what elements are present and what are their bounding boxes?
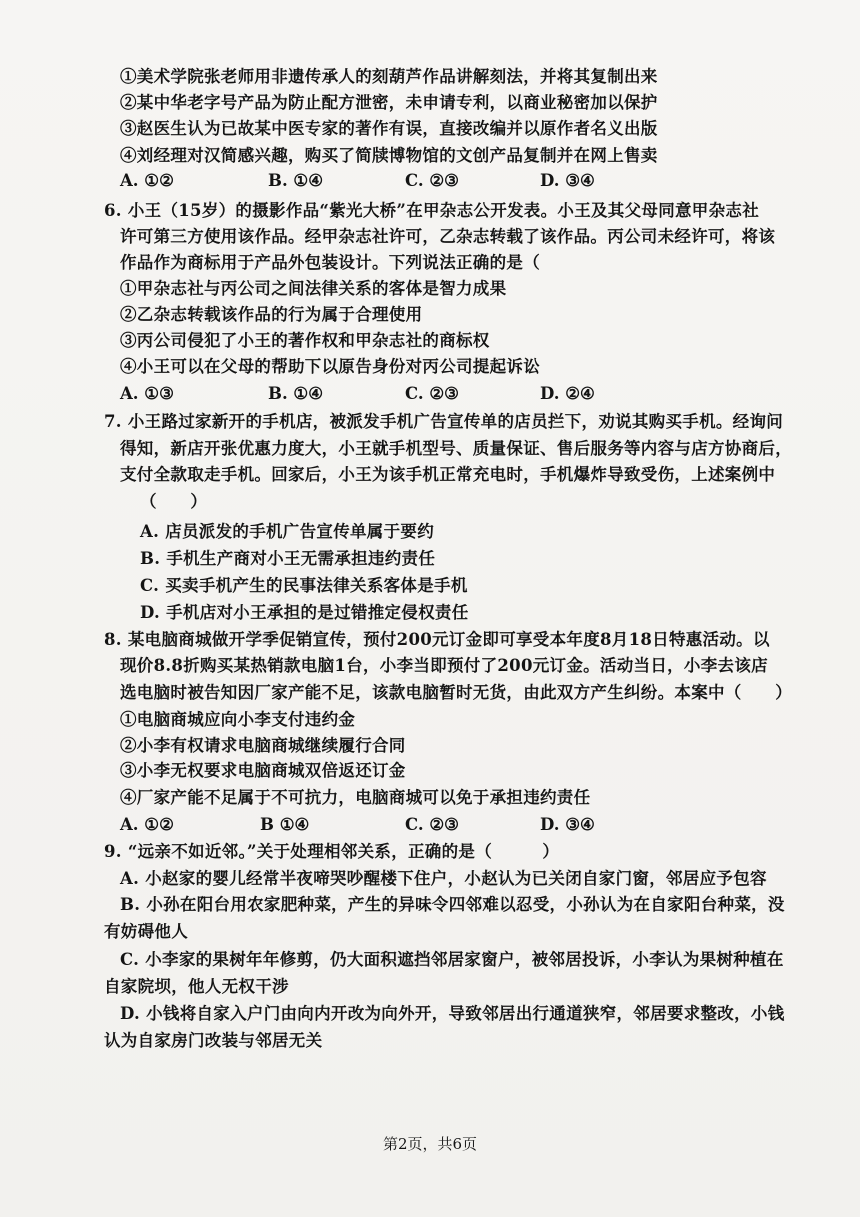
q6-option-d: D. ②④	[540, 383, 595, 403]
q6-item-4: ④小王可以在父母的帮助下以原告身份对丙公司提起诉讼	[120, 357, 540, 377]
q9-option-d-line-2: 认为自家房门改装与邻居无关	[104, 1031, 323, 1050]
q8-item-4: ④厂家产能不足属于不可抗力，电脑商城可以免于承担违约责任	[120, 788, 591, 808]
page-footer: 第2页，共6页	[382, 1135, 478, 1153]
q9-option-b-line-1: B. 小孙在阳台用农家肥种菜，产生的异味令四邻难以忍受，小孙认为在自家阳台种菜，没	[120, 895, 785, 915]
q9-option-d-line-1: D. 小钱将自家入户门由向内开改为向外开，导致邻居出行通道狭窄，邻居要求整改，小钱	[120, 1004, 785, 1024]
q9-stem: 9. “远亲不如近邻。”关于处理相邻关系，正确的是（ ）	[104, 841, 560, 861]
q7-option-c: C. 买卖手机产生的民事法律关系客体是手机	[140, 575, 468, 595]
q6-option-a: A. ①③	[120, 383, 174, 403]
q7-option-d: D. 手机店对小王承担的是过错推定侵权责任	[140, 602, 469, 622]
q8-option-c: C. ②③	[405, 815, 459, 834]
q8-stem-3: 选电脑时被告知因厂家产能不足，该款电脑暂时无货，由此双方产生纠纷。本案中（ ）	[120, 682, 792, 702]
q7-stem-2: 得知，新店开张优惠力度大，小王就手机型号、质量保证、售后服务等内容与店方协商后，	[120, 439, 792, 459]
q5-item-1: ①美术学院张老师用非遗传承人的刻葫芦作品讲解刻法，并将其复制出来	[120, 67, 658, 86]
q5-option-b: B. ①④	[268, 171, 324, 191]
q9-option-c-line-2: 自家院坝，他人无权干涉	[104, 976, 289, 996]
q9-option-a: A. 小赵家的婴儿经常半夜啼哭吵醒楼下住户，小赵认为已关闭自家门窗，邻居应予包容	[120, 868, 767, 888]
q6-item-3: ③丙公司侵犯了小王的著作权和甲杂志社的商标权	[120, 331, 490, 351]
q8-item-1: ①电脑商城应向小李支付违约金	[120, 709, 356, 729]
q7-stem-4: （ ）	[140, 491, 208, 511]
q8-option-a: A. ①②	[120, 815, 174, 834]
q9-option-c-line-1: C. 小李家的果树年年修剪，仍大面积遮挡邻居家窗户，被邻居投诉，小李认为果树种植在	[120, 949, 784, 969]
q9-option-b-line-2: 有妨碍他人	[104, 922, 188, 942]
q5-option-a: A. ①②	[120, 171, 174, 191]
q8-item-3: ③小李无权要求电脑商城双倍返还订金	[120, 761, 406, 781]
q6-stem-1: 6. 小王（15岁）的摄影作品“紫光大桥”在甲杂志公开发表。小王及其父母同意甲杂志社	[104, 200, 760, 220]
q5-item-2: ②某中华老字号产品为防止配方泄密，未申请专利，以商业秘密加以保护	[120, 92, 658, 112]
q6-stem-2: 许可第三方使用该作品。经甲杂志社许可，乙杂志转载了该作品。丙公司未经许可，将该	[120, 226, 776, 246]
q5-item-3: ③赵医生认为已故某中医专家的著作有误，直接改编并以原作者名义出版	[120, 118, 658, 138]
q6-stem-3: 作品作为商标用于产品外包装设计。下列说法正确的是（	[120, 252, 540, 272]
q8-option-b: B ①④	[260, 815, 310, 834]
q8-stem-1: 8. 某电脑商城做开学季促销宣传，预付200元订金即可享受本年度8月18日特惠活动。以	[104, 630, 770, 650]
q7-option-a: A. 店员派发的手机广告宣传单属于要约	[140, 522, 434, 542]
q8-item-2: ②小李有权请求电脑商城继续履行合同	[120, 735, 406, 755]
q5-option-c: C. ②③	[405, 171, 459, 191]
q5-option-d: D. ③④	[540, 171, 595, 191]
q7-option-b: B. 手机生产商对小王无需承担违约责任	[140, 549, 436, 568]
q6-option-c: C. ②③	[405, 383, 459, 403]
q5-item-4: ④刘经理对汉简感兴趣，购买了简牍博物馆的文创产品复制并在网上售卖	[120, 145, 658, 165]
q8-stem-2: 现价8.8折购买某热销款电脑1台，小李当即预付了200元订金。活动当日，小李去该店	[120, 656, 768, 676]
q6-option-b: B. ①④	[268, 383, 324, 403]
q7-stem-1: 7. 小王路过家新开的手机店，被派发手机广告宣传单的店员拦下，劝说其购买手机。经询问	[104, 412, 784, 432]
q6-item-2: ②乙杂志转载该作品的行为属于合理使用	[120, 305, 423, 325]
q7-stem-3: 支付全款取走手机。回家后，小王为该手机正常充电时，手机爆炸导致受伤，上述案例中	[120, 465, 776, 485]
q6-item-1: ①甲杂志社与丙公司之间法律关系的客体是智力成果	[120, 279, 507, 299]
q8-option-d: D. ③④	[540, 815, 595, 834]
